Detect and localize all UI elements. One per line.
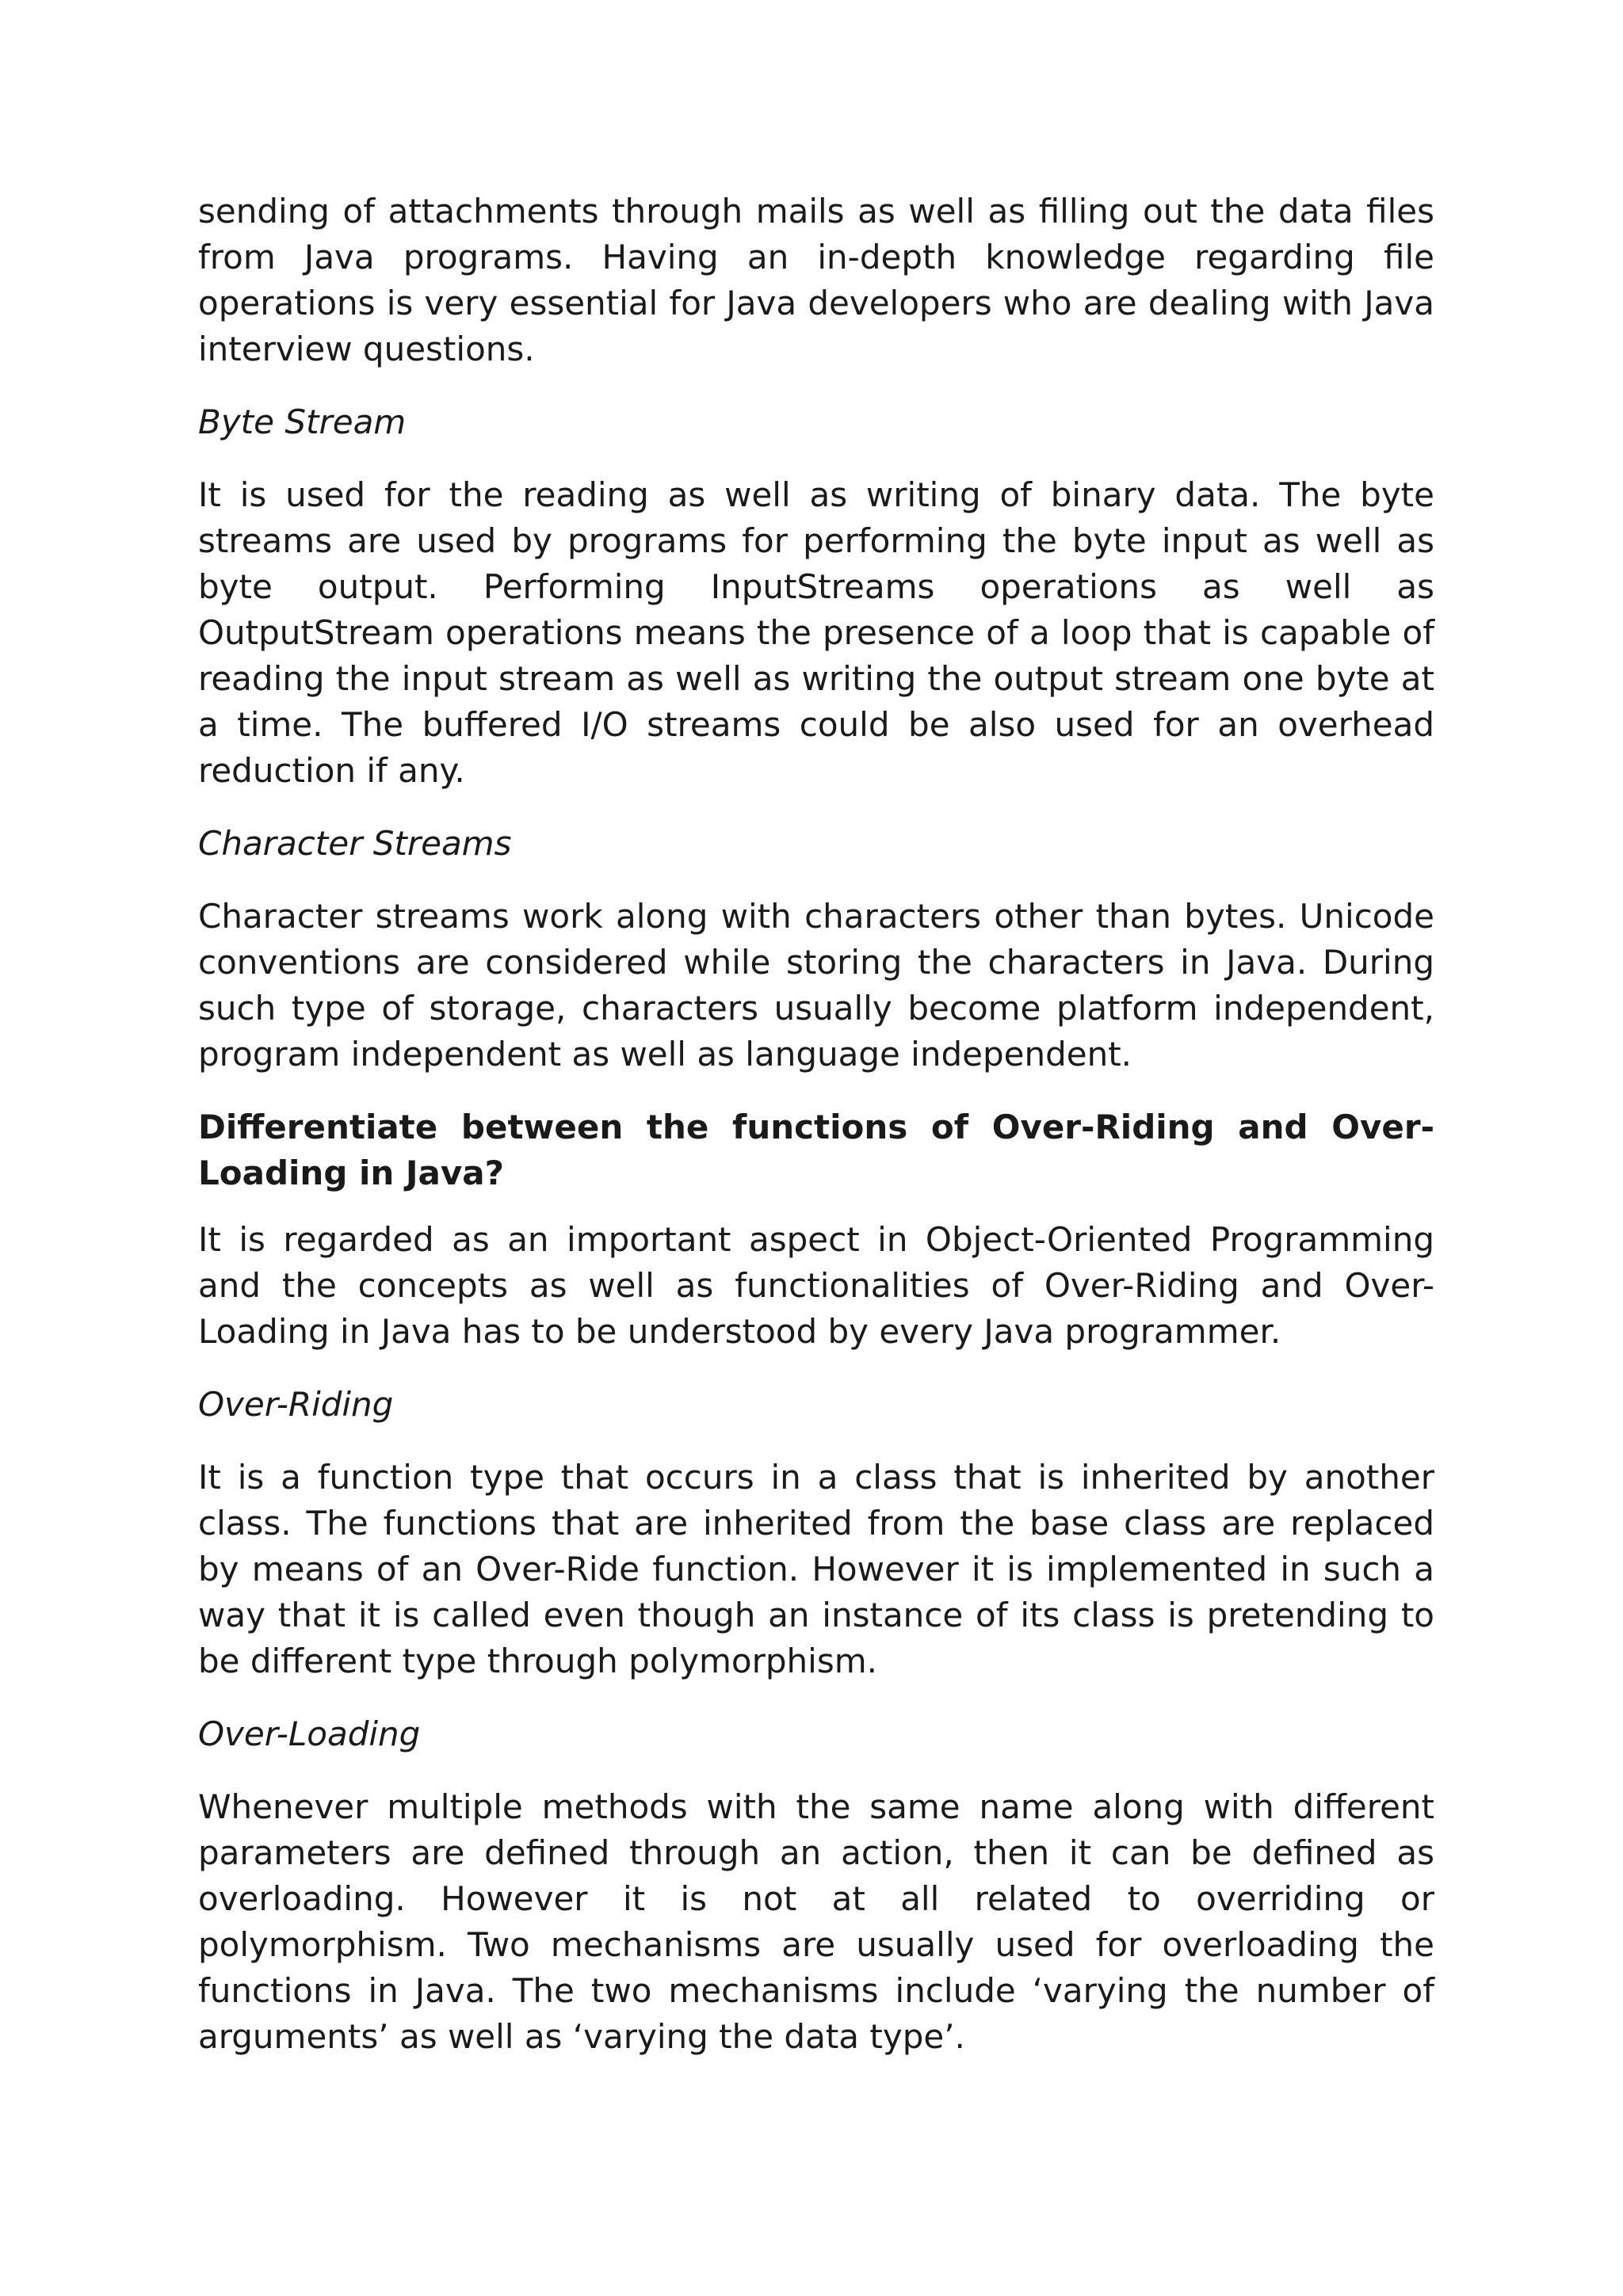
over-loading-heading: Over-Loading — [198, 1714, 421, 1753]
question-heading: Differentiate between the functions of Over-Riding and Over-Loading in Java? — [198, 1108, 1434, 1192]
document-page — [198, 189, 1434, 2087]
character-streams-heading: Character Streams — [198, 824, 512, 863]
over-riding-heading: Over-Riding — [198, 1385, 394, 1424]
over-riding-paragraph: It is a function type that occurs in a class that is inherited by another class. The functions that are inherited from the base class are replaced by means of an Over-Ride function. However it is implemented in such a way that it is called even though an instance of its class is pretending to be different type through polymorphism. — [198, 1458, 1434, 1680]
question-paragraph: It is regarded as an important aspect in Object-Oriented Programming and the concepts as well as functionalities of Over-Riding and Over-Loading in Java has to be understood by every Java programmer. — [198, 1220, 1434, 1351]
byte-stream-heading: Byte Stream — [198, 402, 407, 441]
over-loading-paragraph: Whenever multiple methods with the same name along with different parameters are defined through an action, then it can be defined as overloading. However it is not at all related to overriding or polymorphism. Two mechanisms are usually used for overloading the functions in Java. The two mechanisms include ‘varying the number of arguments’ as well as ‘varying the data type’. — [198, 1787, 1434, 2056]
intro-paragraph: sending of attachments through mails as well as filling out the data files from Java programs. Having an in-depth knowledge regarding file operations is very essential for Java developers who are dealing with Java interview questions. — [198, 192, 1434, 368]
byte-stream-paragraph: It is used for the reading as well as writing of binary data. The byte streams are used by programs for performing the byte input as well as byte output. Performing InputStreams operations as well as OutputStream operations means the presence of a loop that is capable of reading the input stream as well as writing the output stream one byte at a time. The buffered I/O streams could be also used for an overhead reduction if any. — [198, 475, 1434, 790]
character-streams-paragraph: Character streams work along with characters other than bytes. Unicode conventions are considered while storing the characters in Java. During such type of storage, characters usually become platform independent, program independent as well as language independent. — [198, 897, 1434, 1074]
